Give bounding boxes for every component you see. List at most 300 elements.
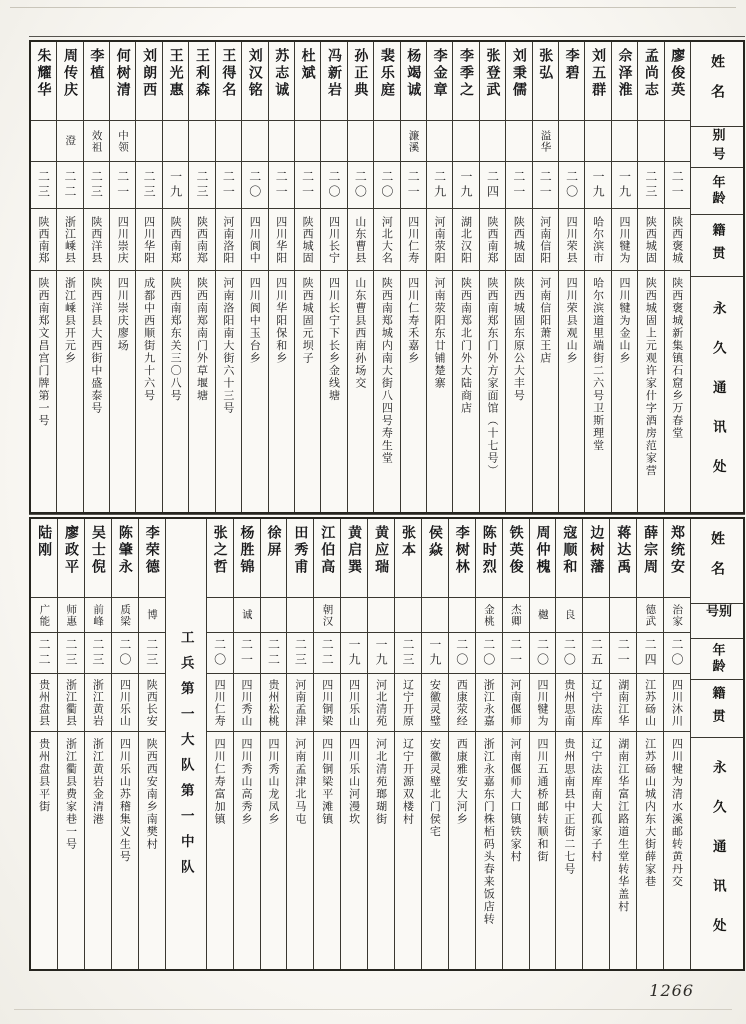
alias-cell: 濂溪 (401, 121, 426, 162)
address-cell: 四川秀山龙凤乡 (266, 738, 280, 826)
address-cell: 浙江嵊县开元乡 (63, 277, 77, 365)
header-name: 姓名 (691, 519, 743, 604)
native-place-cell: 陕西长安 (139, 674, 165, 732)
alias-cell: 杰卿 (503, 598, 529, 633)
name-cell: 陈肇永 (112, 519, 138, 598)
age-cell: 二〇 (374, 162, 399, 209)
person-column (109, 42, 135, 512)
unit-divider-column (165, 519, 206, 969)
address-cell: 四川犍为清水溪邮转黄丹交 (670, 738, 684, 888)
age-cell: 二一 (503, 633, 529, 674)
name-cell: 徐屏 (261, 519, 287, 598)
person-column (502, 519, 529, 969)
person-column (340, 519, 367, 969)
native-place-cell: 四川崇庆 (110, 209, 135, 271)
alias-cell (31, 121, 56, 162)
alias-cell (321, 121, 346, 162)
person-column (206, 519, 233, 969)
header-alias: 别号 (691, 127, 743, 168)
alias-cell: 师惠 (58, 598, 84, 633)
alias-cell: 金桃 (476, 598, 502, 633)
alias-cell: 诚 (234, 598, 260, 633)
name-cell: 黄启巽 (341, 519, 367, 598)
alias-cell (395, 598, 421, 633)
address-cell: 四川阆中玉台乡 (248, 277, 262, 365)
age-cell: 一九 (163, 162, 188, 209)
native-place-cell: 河南信阳 (533, 209, 558, 271)
name-cell: 薛宗周 (637, 519, 663, 598)
native-place-cell: 陕西城固 (295, 209, 320, 271)
name-cell: 杨竭诚 (401, 42, 426, 121)
name-cell: 周仲槐 (530, 519, 556, 598)
alias-cell (374, 121, 399, 162)
header-alias: 别号 (691, 604, 743, 639)
age-cell: 二五 (583, 633, 609, 674)
alias-cell: 前峰 (85, 598, 111, 633)
address-cell: 四川乐山河漫坎 (347, 738, 361, 826)
person-column (320, 42, 346, 512)
person-column (426, 42, 452, 512)
alias-cell (348, 121, 373, 162)
native-place-cell: 四川仁寿 (207, 674, 233, 732)
header-native-place: 籍贯 (691, 215, 743, 277)
native-place-cell: 陕西褒城 (665, 209, 690, 271)
name-cell: 裴乐庭 (374, 42, 399, 121)
name-cell: 张之哲 (207, 519, 233, 598)
person-column (57, 519, 84, 969)
age-cell: 二一 (110, 162, 135, 209)
name-cell: 王利森 (189, 42, 214, 121)
age-cell: 二一 (216, 162, 241, 209)
age-cell: 二三 (395, 633, 421, 674)
address-cell: 陕西城固上元观许家什字酒房范家营 (644, 277, 658, 477)
age-cell: 二〇 (530, 633, 556, 674)
age-cell: 二〇 (242, 162, 267, 209)
native-place-cell: 四川华阳 (269, 209, 294, 271)
name-cell: 郑统安 (664, 519, 690, 598)
age-cell: 二一 (610, 633, 636, 674)
age-cell: 一九 (422, 633, 448, 674)
name-cell: 蒋达禹 (610, 519, 636, 598)
alias-cell (665, 121, 690, 162)
person-column (233, 519, 260, 969)
person-column (421, 519, 448, 969)
alias-cell: 溢华 (533, 121, 558, 162)
name-cell: 李荣德 (139, 519, 165, 598)
address-cell: 贵州盘县平街 (37, 738, 51, 813)
name-cell: 寇顺和 (556, 519, 582, 598)
age-cell: 二〇 (112, 633, 138, 674)
person-column (636, 519, 663, 969)
alias-cell (612, 121, 637, 162)
person-column (529, 519, 556, 969)
age-cell: 一九 (453, 162, 478, 209)
alias-cell (163, 121, 188, 162)
scan-edge-line (14, 1009, 732, 1010)
native-place-cell: 陕西洋县 (84, 209, 109, 271)
native-place-cell: 四川沐川 (664, 674, 690, 732)
age-cell: 二三 (287, 633, 313, 674)
person-column (452, 42, 478, 512)
name-cell: 刘五群 (585, 42, 610, 121)
name-cell: 刘秉儒 (506, 42, 531, 121)
age-cell: 二一 (665, 162, 690, 209)
address-cell: 辽宁开源双楼村 (401, 738, 415, 826)
header-address: 永久通讯处 (709, 300, 726, 499)
age-cell: 一九 (585, 162, 610, 209)
name-cell: 侯焱 (422, 519, 448, 598)
native-place-cell: 辽宁开原 (395, 674, 421, 732)
person-column (475, 519, 502, 969)
person-column (609, 519, 636, 969)
person-column (505, 42, 531, 512)
person-column (558, 42, 584, 512)
alias-cell (506, 121, 531, 162)
address-cell: 成都中西顺街九十六号 (142, 277, 156, 402)
name-cell: 李树林 (449, 519, 475, 598)
person-column (294, 42, 320, 512)
address-cell: 河北清苑瑯瑚街 (374, 738, 388, 826)
alias-cell: 质梁 (112, 598, 138, 633)
alias-cell (242, 121, 267, 162)
address-cell: 陕西西安南乡南樊村 (145, 738, 159, 851)
alias-cell: 博 (139, 598, 165, 633)
age-cell: 二三 (85, 633, 111, 674)
alias-cell (585, 121, 610, 162)
alias-cell (269, 121, 294, 162)
address-cell: 浙江永嘉东门株栢码头春来饭店转 (482, 738, 496, 926)
native-place-cell: 河南荥阳 (427, 209, 452, 271)
name-cell: 陆刚 (31, 519, 57, 598)
native-place-cell: 四川阆中 (242, 209, 267, 271)
roster-table-top (29, 40, 745, 514)
address-cell: 四川乐山苏稽集义生号 (118, 738, 132, 863)
age-cell: 二三 (136, 162, 161, 209)
address-cell: 西康雅安大河乡 (455, 738, 469, 826)
person-column (188, 42, 214, 512)
address-cell: 陕西洋县大西街中盛泰号 (89, 277, 103, 415)
person-column (31, 519, 57, 969)
alias-cell (341, 598, 367, 633)
name-cell: 冯新岩 (321, 42, 346, 121)
age-cell: 二三 (58, 633, 84, 674)
alias-cell (480, 121, 505, 162)
address-cell: 陕西南郑北门外大陆商店 (459, 277, 473, 415)
person-column (138, 519, 165, 969)
native-place-cell: 四川华阳 (136, 209, 161, 271)
name-cell: 杜斌 (295, 42, 320, 121)
age-cell: 二三 (84, 162, 109, 209)
name-cell: 佘泽淮 (612, 42, 637, 121)
address-cell: 浙江黄岩金清港 (91, 738, 105, 826)
alias-cell (368, 598, 394, 633)
alias-cell (216, 121, 241, 162)
age-cell: 二四 (480, 162, 505, 209)
native-place-cell: 四川犍为 (530, 674, 556, 732)
person-column (373, 42, 399, 512)
person-column (31, 42, 56, 512)
address-cell: 湖南江华富江路道生堂转华盖村 (616, 738, 630, 913)
name-cell: 何树清 (110, 42, 135, 121)
age-cell: 二一 (401, 162, 426, 209)
person-column (663, 519, 690, 969)
native-place-cell: 河南洛阳 (216, 209, 241, 271)
age-cell: 二三 (139, 633, 165, 674)
page-number: 1266 (649, 981, 694, 1000)
address-cell: 陕西城固东原公大丰号 (512, 277, 526, 402)
address-cell: 陕西南郑东关三〇八号 (169, 277, 183, 402)
name-cell: 黄应瑞 (368, 519, 394, 598)
native-place-cell: 河南孟津 (287, 674, 313, 732)
alias-cell: 澄 (57, 121, 82, 162)
person-column (286, 519, 313, 969)
name-cell: 孟尚志 (638, 42, 663, 121)
native-place-cell: 贵州盘县 (31, 674, 57, 732)
person-column (664, 42, 690, 512)
header-column (690, 519, 743, 969)
address-cell: 河南偃师大口镇铁家村 (509, 738, 523, 863)
name-cell: 李季之 (453, 42, 478, 121)
name-cell: 王光惠 (163, 42, 188, 121)
roster-table-bottom (29, 517, 745, 971)
person-column (268, 42, 294, 512)
native-place-cell: 四川犍为 (612, 209, 637, 271)
address-cell: 贵州思南县中正街二七号 (562, 738, 576, 876)
alias-cell (427, 121, 452, 162)
address-cell: 四川仁寿禾嘉乡 (406, 277, 420, 365)
name-cell: 铁英俊 (503, 519, 529, 598)
alias-cell: 效祖 (84, 121, 109, 162)
name-cell: 张本 (395, 519, 421, 598)
native-place-cell: 浙江永嘉 (476, 674, 502, 732)
address-cell: 四川华阳保和乡 (274, 277, 288, 365)
header-column (690, 42, 743, 512)
age-cell: 二一 (506, 162, 531, 209)
person-column (611, 42, 637, 512)
native-place-cell: 四川长宁 (321, 209, 346, 271)
address-cell: 四川荣县观山乡 (565, 277, 579, 365)
name-cell: 田秀甫 (287, 519, 313, 598)
address-cell: 河南洛阳南大街六十三号 (221, 277, 235, 415)
native-place-cell: 河北清苑 (368, 674, 394, 732)
person-column (215, 42, 241, 512)
name-cell: 张弘 (533, 42, 558, 121)
person-column (584, 42, 610, 512)
name-cell: 杨胜锦 (234, 519, 260, 598)
person-column (582, 519, 609, 969)
address-cell: 四川长宁下长乡金线塘 (327, 277, 341, 402)
address-cell: 四川五通桥邮转顺和街 (536, 738, 550, 863)
name-cell: 吴士倪 (85, 519, 111, 598)
native-place-cell: 陕西南郑 (31, 209, 56, 271)
age-cell: 二〇 (664, 633, 690, 674)
person-column (241, 42, 267, 512)
alias-cell: 广能 (31, 598, 57, 633)
alias-cell (449, 598, 475, 633)
address-cell: 辽宁法库南大孤家子村 (589, 738, 603, 863)
alias-cell: 中领 (110, 121, 135, 162)
person-column (400, 42, 426, 512)
age-cell: 二四 (637, 633, 663, 674)
name-cell: 江伯高 (314, 519, 340, 598)
person-column (313, 519, 340, 969)
unit-label: 工兵第一大队第一中队 (177, 629, 194, 885)
native-place-cell: 浙江嵊县 (57, 209, 82, 271)
address-cell: 陕西城固元坝子 (301, 277, 315, 365)
person-column (135, 42, 161, 512)
age-cell: 二二 (314, 633, 340, 674)
age-cell: 一九 (612, 162, 637, 209)
alias-cell (136, 121, 161, 162)
address-cell: 河南孟津北马屯 (293, 738, 307, 826)
age-cell: 二三 (189, 162, 214, 209)
alias-cell (610, 598, 636, 633)
address-cell: 四川秀山高秀乡 (240, 738, 254, 826)
person-column (448, 519, 475, 969)
age-cell: 二二 (31, 633, 57, 674)
native-place-cell: 四川仁寿 (401, 209, 426, 271)
native-place-cell: 陕西南郑 (163, 209, 188, 271)
native-place-cell: 陕西南郑 (189, 209, 214, 271)
alias-cell (559, 121, 584, 162)
age-cell: 二〇 (449, 633, 475, 674)
age-cell: 二二 (57, 162, 82, 209)
header-age: 年龄 (691, 639, 743, 680)
age-cell: 二〇 (348, 162, 373, 209)
address-cell: 四川崇庆廖场 (116, 277, 130, 352)
name-cell: 周传庆 (57, 42, 82, 121)
alias-cell (453, 121, 478, 162)
native-place-cell: 辽宁法库 (583, 674, 609, 732)
header-name: 姓名 (691, 42, 743, 127)
alias-cell: 樾 (530, 598, 556, 633)
age-cell: 二〇 (476, 633, 502, 674)
native-place-cell: 西康荥经 (449, 674, 475, 732)
alias-cell: 德武 (637, 598, 663, 633)
address-cell: 陕西南郑东门外方家面馆（十七号） (485, 277, 499, 477)
person-column (532, 42, 558, 512)
name-cell: 刘朗西 (136, 42, 161, 121)
alias-cell (287, 598, 313, 633)
native-place-cell: 河北大名 (374, 209, 399, 271)
scan-edge-line (10, 7, 736, 8)
name-cell: 朱耀华 (31, 42, 56, 121)
age-cell: 二三 (31, 162, 56, 209)
age-cell: 二〇 (321, 162, 346, 209)
name-cell: 廖政平 (58, 519, 84, 598)
person-column (479, 42, 505, 512)
header-age: 年龄 (691, 168, 743, 215)
native-place-cell: 浙江衢县 (58, 674, 84, 732)
age-cell: 二一 (533, 162, 558, 209)
age-cell: 二〇 (556, 633, 582, 674)
age-cell: 二一 (234, 633, 260, 674)
native-place-cell: 哈尔滨市 (585, 209, 610, 271)
person-column (394, 519, 421, 969)
address-cell: 陕西南郑南门外草堰塘 (195, 277, 209, 402)
name-cell: 李碧 (559, 42, 584, 121)
address-cell: 江苏砀山城内东大街薛家巷 (643, 738, 657, 888)
native-place-cell: 湖北汉阳 (453, 209, 478, 271)
age-cell: 二三 (638, 162, 663, 209)
address-cell: 四川仁寿富加镇 (213, 738, 227, 826)
native-place-cell: 贵州思南 (556, 674, 582, 732)
alias-cell (638, 121, 663, 162)
name-cell: 张登武 (480, 42, 505, 121)
alias-cell: 良 (556, 598, 582, 633)
age-cell: 一九 (368, 633, 394, 674)
alias-cell: 治家 (664, 598, 690, 633)
age-cell: 二二 (261, 633, 287, 674)
address-cell: 河南荥阳东廿铺楚寨 (433, 277, 447, 390)
age-cell: 二一 (269, 162, 294, 209)
address-cell: 山东曹县西南孙场交 (353, 277, 367, 390)
age-cell: 二一 (295, 162, 320, 209)
header-native-place: 籍贯 (691, 680, 743, 738)
age-cell: 二九 (427, 162, 452, 209)
native-place-cell: 四川秀山 (234, 674, 260, 732)
native-place-cell: 贵州松桃 (261, 674, 287, 732)
native-place-cell: 江苏砀山 (637, 674, 663, 732)
age-cell: 二〇 (207, 633, 233, 674)
native-place-cell: 河南偃师 (503, 674, 529, 732)
page-content (29, 40, 745, 971)
address-cell: 陕西南郑城内南大街八四号寿生堂 (380, 277, 394, 465)
native-place-cell: 安徽灵璧 (422, 674, 448, 732)
age-cell: 二〇 (559, 162, 584, 209)
native-place-cell: 湖南江华 (610, 674, 636, 732)
roster-table-bottom-wrap (29, 517, 745, 971)
name-cell: 苏志诚 (269, 42, 294, 121)
name-cell: 孙正典 (348, 42, 373, 121)
name-cell: 边树藩 (583, 519, 609, 598)
native-place-cell: 四川荣县 (559, 209, 584, 271)
alias-cell (583, 598, 609, 633)
name-cell: 李植 (84, 42, 109, 121)
person-column (555, 519, 582, 969)
person-column (637, 42, 663, 512)
age-cell: 一九 (341, 633, 367, 674)
person-column (347, 42, 373, 512)
native-place-cell: 四川乐山 (341, 674, 367, 732)
name-cell: 王得名 (216, 42, 241, 121)
address-cell: 陕西南郑文昌宫门牌第一号 (37, 277, 51, 427)
header-address: 永久通讯处 (709, 759, 726, 958)
name-cell: 刘汉铭 (242, 42, 267, 121)
native-place-cell: 四川铜梁 (314, 674, 340, 732)
alias-cell: 朝汉 (314, 598, 340, 633)
alias-cell (422, 598, 448, 633)
address-cell: 四川铜梁平滩镇 (320, 738, 334, 826)
roster-table-top-wrap (29, 40, 745, 514)
person-column (83, 42, 109, 512)
name-cell: 廖俊英 (665, 42, 690, 121)
address-cell: 河南信阳萧王店 (538, 277, 552, 365)
person-column (84, 519, 111, 969)
person-column (367, 519, 394, 969)
alias-cell (295, 121, 320, 162)
alias-cell (207, 598, 233, 633)
person-column (56, 42, 82, 512)
native-place-cell: 山东曹县 (348, 209, 373, 271)
address-cell: 四川犍为金山乡 (617, 277, 631, 365)
person-column (260, 519, 287, 969)
person-column (111, 519, 138, 969)
native-place-cell: 浙江黄岩 (85, 674, 111, 732)
person-column (162, 42, 188, 512)
name-cell: 李金章 (427, 42, 452, 121)
native-place-cell: 陕西南郑 (480, 209, 505, 271)
